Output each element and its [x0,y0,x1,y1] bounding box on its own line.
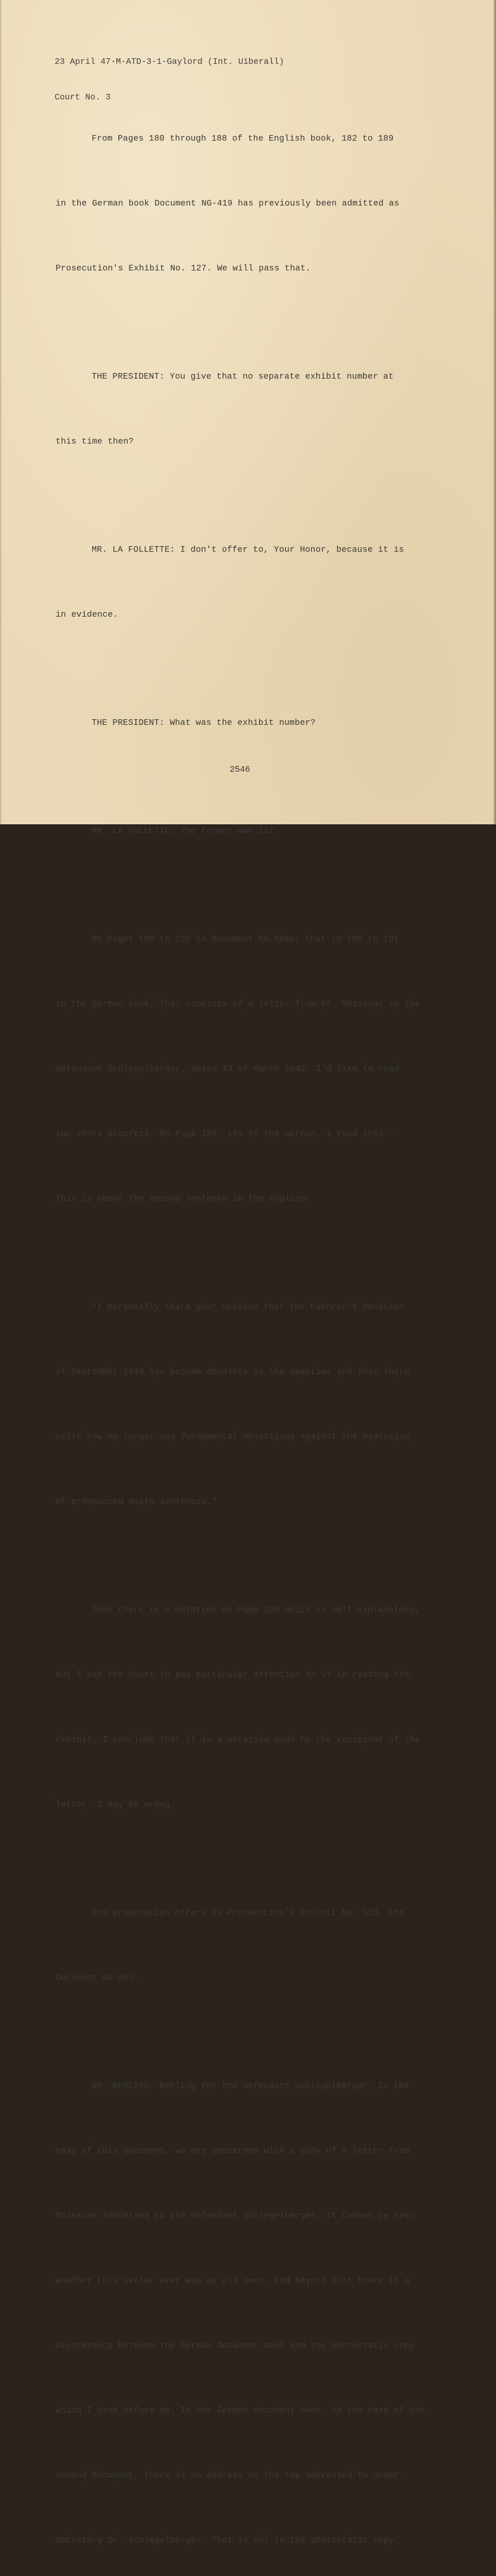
transcript-line: discrepency between the German document book and the photostatic copy [56,2341,415,2350]
transcript-line: Then there is a notation on Page 190 which is self-explanatory, [92,1605,420,1615]
transcript-paragraph [56,84,442,323]
transcript-line: MR. LA FOLLETTE: The former was 127. [92,826,279,836]
transcript-line: Secretary Dr. Schlegelberger. That is not in the photostatic copy. [56,2535,400,2545]
transcript-line: MR. LA FOLLETTE: I don't offer to, Your Honor, because it is [92,545,404,554]
transcript-line: THE PRESIDENT: What was the exhibit number? [92,718,316,727]
transcript-body [56,84,442,2576]
transcript-line: THE PRESIDENT: You give that no separate exhibit number at [92,371,394,381]
transcript-line: in the German book. That consists of a letter from Dr. Meissner to the [56,999,420,1009]
transcript-line: "I personally share your opinion that the Fuehrer's decision [92,1302,404,1312]
transcript-paragraph [56,885,442,1253]
transcript-line: two short excerpts. On Page 189, 190 of the German, I read this -- [56,1129,400,1139]
transcript-line: of pronounced death sentences." [56,1497,217,1506]
transcript-paragraph [56,1556,442,1859]
transcript-line: which I have before me. In the German document book, in the case of the [56,2405,425,2415]
page-number: 2546 [230,765,250,774]
transcript-line: Prosecution's Exhibit No. 127. We will pass that. [56,263,311,273]
transcript-line: whether this letter ever was at all sent, and beyond that there is a [56,2276,410,2285]
page-edge-shadow-left [0,0,2,824]
transcript-line: in evidence. [56,609,118,619]
transcript-line: letter. I may be wrong. [56,1800,176,1809]
transcript-line: case of this document, we are concerned with a copy of a letter from [56,2146,410,2156]
transcript-paragraph [56,2032,442,2576]
transcript-paragraph [56,496,442,669]
transcript-line: DR. BEHLING: Behling for the defendant Schlegelberger. In the [92,2081,409,2091]
quoted-excerpt [56,1253,442,1556]
transcript-line: On Pages 189 to 198 is Document NG-686x; that is 198 to 191 [92,934,399,944]
transcript-line: exist how no longer any fundamental objections against the execution [56,1432,410,1442]
transcript-line: this is about the second sentence in the English: [56,1194,311,1204]
transcript-line: second document, there is an address on the top addressed to Under- [56,2470,405,2480]
transcript-paragraph [56,323,442,496]
transcript-line: defendant Schlegelberger, dated 13 of March 1942. I'd like to read [56,1064,400,1074]
transcript-paragraph [56,1859,442,2032]
transcript-line: Meissner addressed to the defendant Schlegelberger. It cannot be seen [56,2211,415,2221]
transcript-line: From Pages 180 through 188 of the English book, 182 to 189 [92,133,394,143]
transcript-line: of September 1940 has become obsolete in the meantime and that there [56,1367,410,1377]
header-line-court: Court No. 3 [55,92,111,102]
transcript-paragraph [56,777,442,885]
transcript-line: but I ask the Court to pay particular attention to it in reading the [56,1670,410,1680]
transcript-line: in the German book Document NG-419 has previously been admitted as [56,198,400,208]
header-line-date-reference: 23 April 47-M-ATD-3-1-Gaylord (Int. Uiberall) [55,57,284,66]
transcript-line: exhibit. I conclude that it is a notation made by the recipient of the [56,1735,420,1744]
transcript-line: this time then? [56,436,134,446]
page-edge-shadow-right [493,0,496,824]
transcript-line: The prosecution offers as Prosecution's Exhibit No. 363, the [92,1908,404,1918]
transcript-line: Document NG-686. [56,1973,139,1982]
transcript-paragraph [56,669,442,777]
